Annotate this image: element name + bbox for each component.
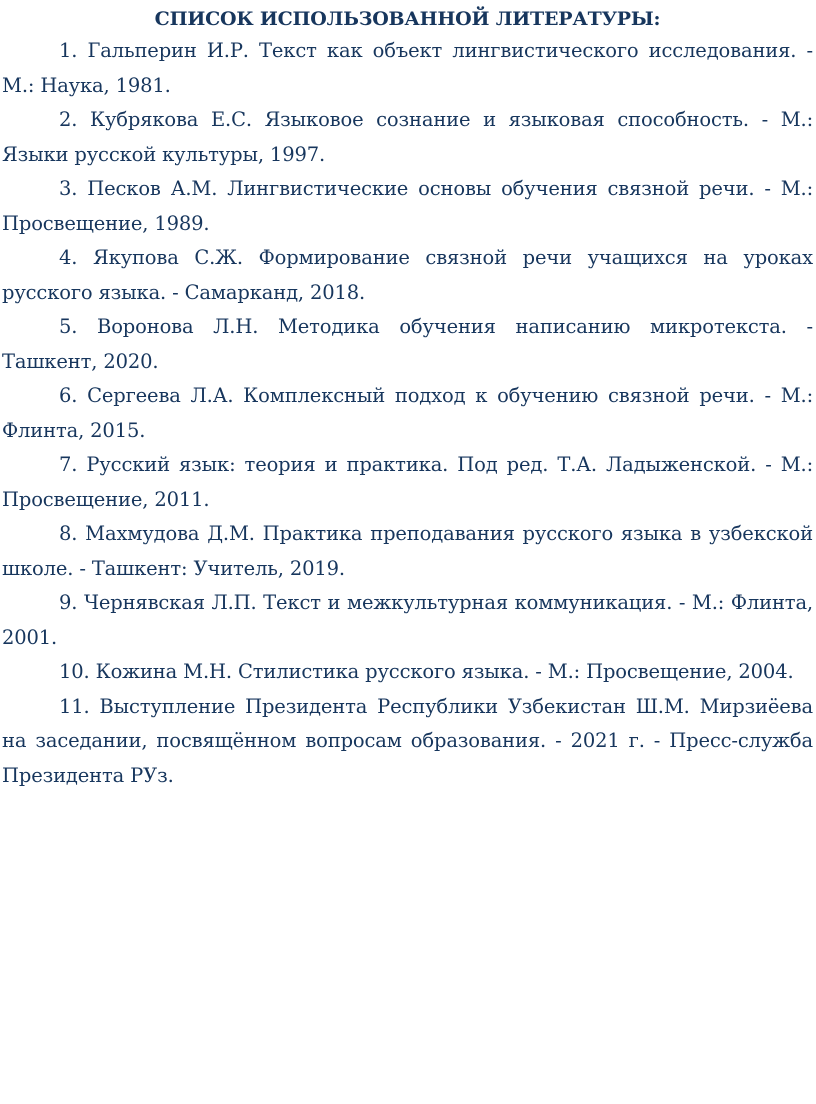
- reference-item: [2, 379, 813, 448]
- reference-list: [2, 34, 813, 793]
- reference-text: Воронова Л.Н. Методика обучения написанию микротекста. - Ташкент, 2020.: [2, 315, 813, 373]
- document-page: [2, 4, 813, 793]
- reference-item: [2, 241, 813, 310]
- reference-number: 1.: [59, 39, 78, 62]
- reference-text: Гальперин И.Р. Текст как объект лингвистического исследования. - М.: Наука, 1981.: [2, 39, 813, 97]
- reference-text: Выступление Президента Республики Узбекистан Ш.М. Мирзиёева на заседании, посвящённом вопросам образования. - 2021 г. - Пресс-служба Президента РУз.: [2, 694, 813, 787]
- reference-text: Чернявская Л.П. Текст и межкультурная коммуникация. - М.: Флинта, 2001.: [2, 591, 813, 649]
- reference-text: Махмудова Д.М. Практика преподавания русского языка в узбекской школе. - Ташкент: Учитель, 2019.: [2, 522, 813, 580]
- reference-item: [2, 448, 813, 517]
- reference-number: 3.: [59, 177, 78, 200]
- reference-item: [2, 690, 813, 794]
- reference-number: 4.: [59, 246, 78, 269]
- reference-number: 6.: [59, 384, 78, 407]
- reference-text: Русский язык: теория и практика. Под ред. Т.А. Ладыженской. - М.: Просвещение, 2011.: [2, 453, 813, 511]
- reference-number: 9.: [59, 591, 78, 614]
- reference-item: [2, 517, 813, 586]
- reference-number: 11.: [59, 694, 90, 718]
- reference-text: Сергеева Л.А. Комплексный подход к обучению связной речи. - М.: Флинта, 2015.: [2, 384, 813, 442]
- page-title: СПИСОК ИСПОЛЬЗОВАННОЙ ЛИТЕРАТУРЫ:: [154, 8, 661, 30]
- reference-text: Кожина М.Н. Стилистика русского языка. - М.: Просвещение, 2004.: [95, 660, 794, 683]
- reference-item: [2, 586, 813, 655]
- reference-number: 10.: [59, 660, 90, 683]
- reference-number: 2.: [59, 108, 78, 131]
- reference-item: [2, 172, 813, 241]
- reference-item: [2, 34, 813, 103]
- reference-item: [2, 655, 813, 690]
- reference-number: 7.: [59, 453, 78, 476]
- reference-text: Песков А.М. Лингвистические основы обучения связной речи. - М.: Просвещение, 1989.: [2, 177, 813, 235]
- reference-number: 8.: [59, 522, 78, 545]
- reference-item: [2, 310, 813, 379]
- reference-item: [2, 103, 813, 172]
- reference-text: Якупова С.Ж. Формирование связной речи учащихся на уроках русского языка. - Самарканд, 2018.: [2, 246, 813, 304]
- reference-number: 5.: [59, 315, 78, 338]
- reference-text: Кубрякова Е.С. Языковое сознание и языковая способность. - М.: Языки русской культуры, 1997.: [2, 108, 813, 166]
